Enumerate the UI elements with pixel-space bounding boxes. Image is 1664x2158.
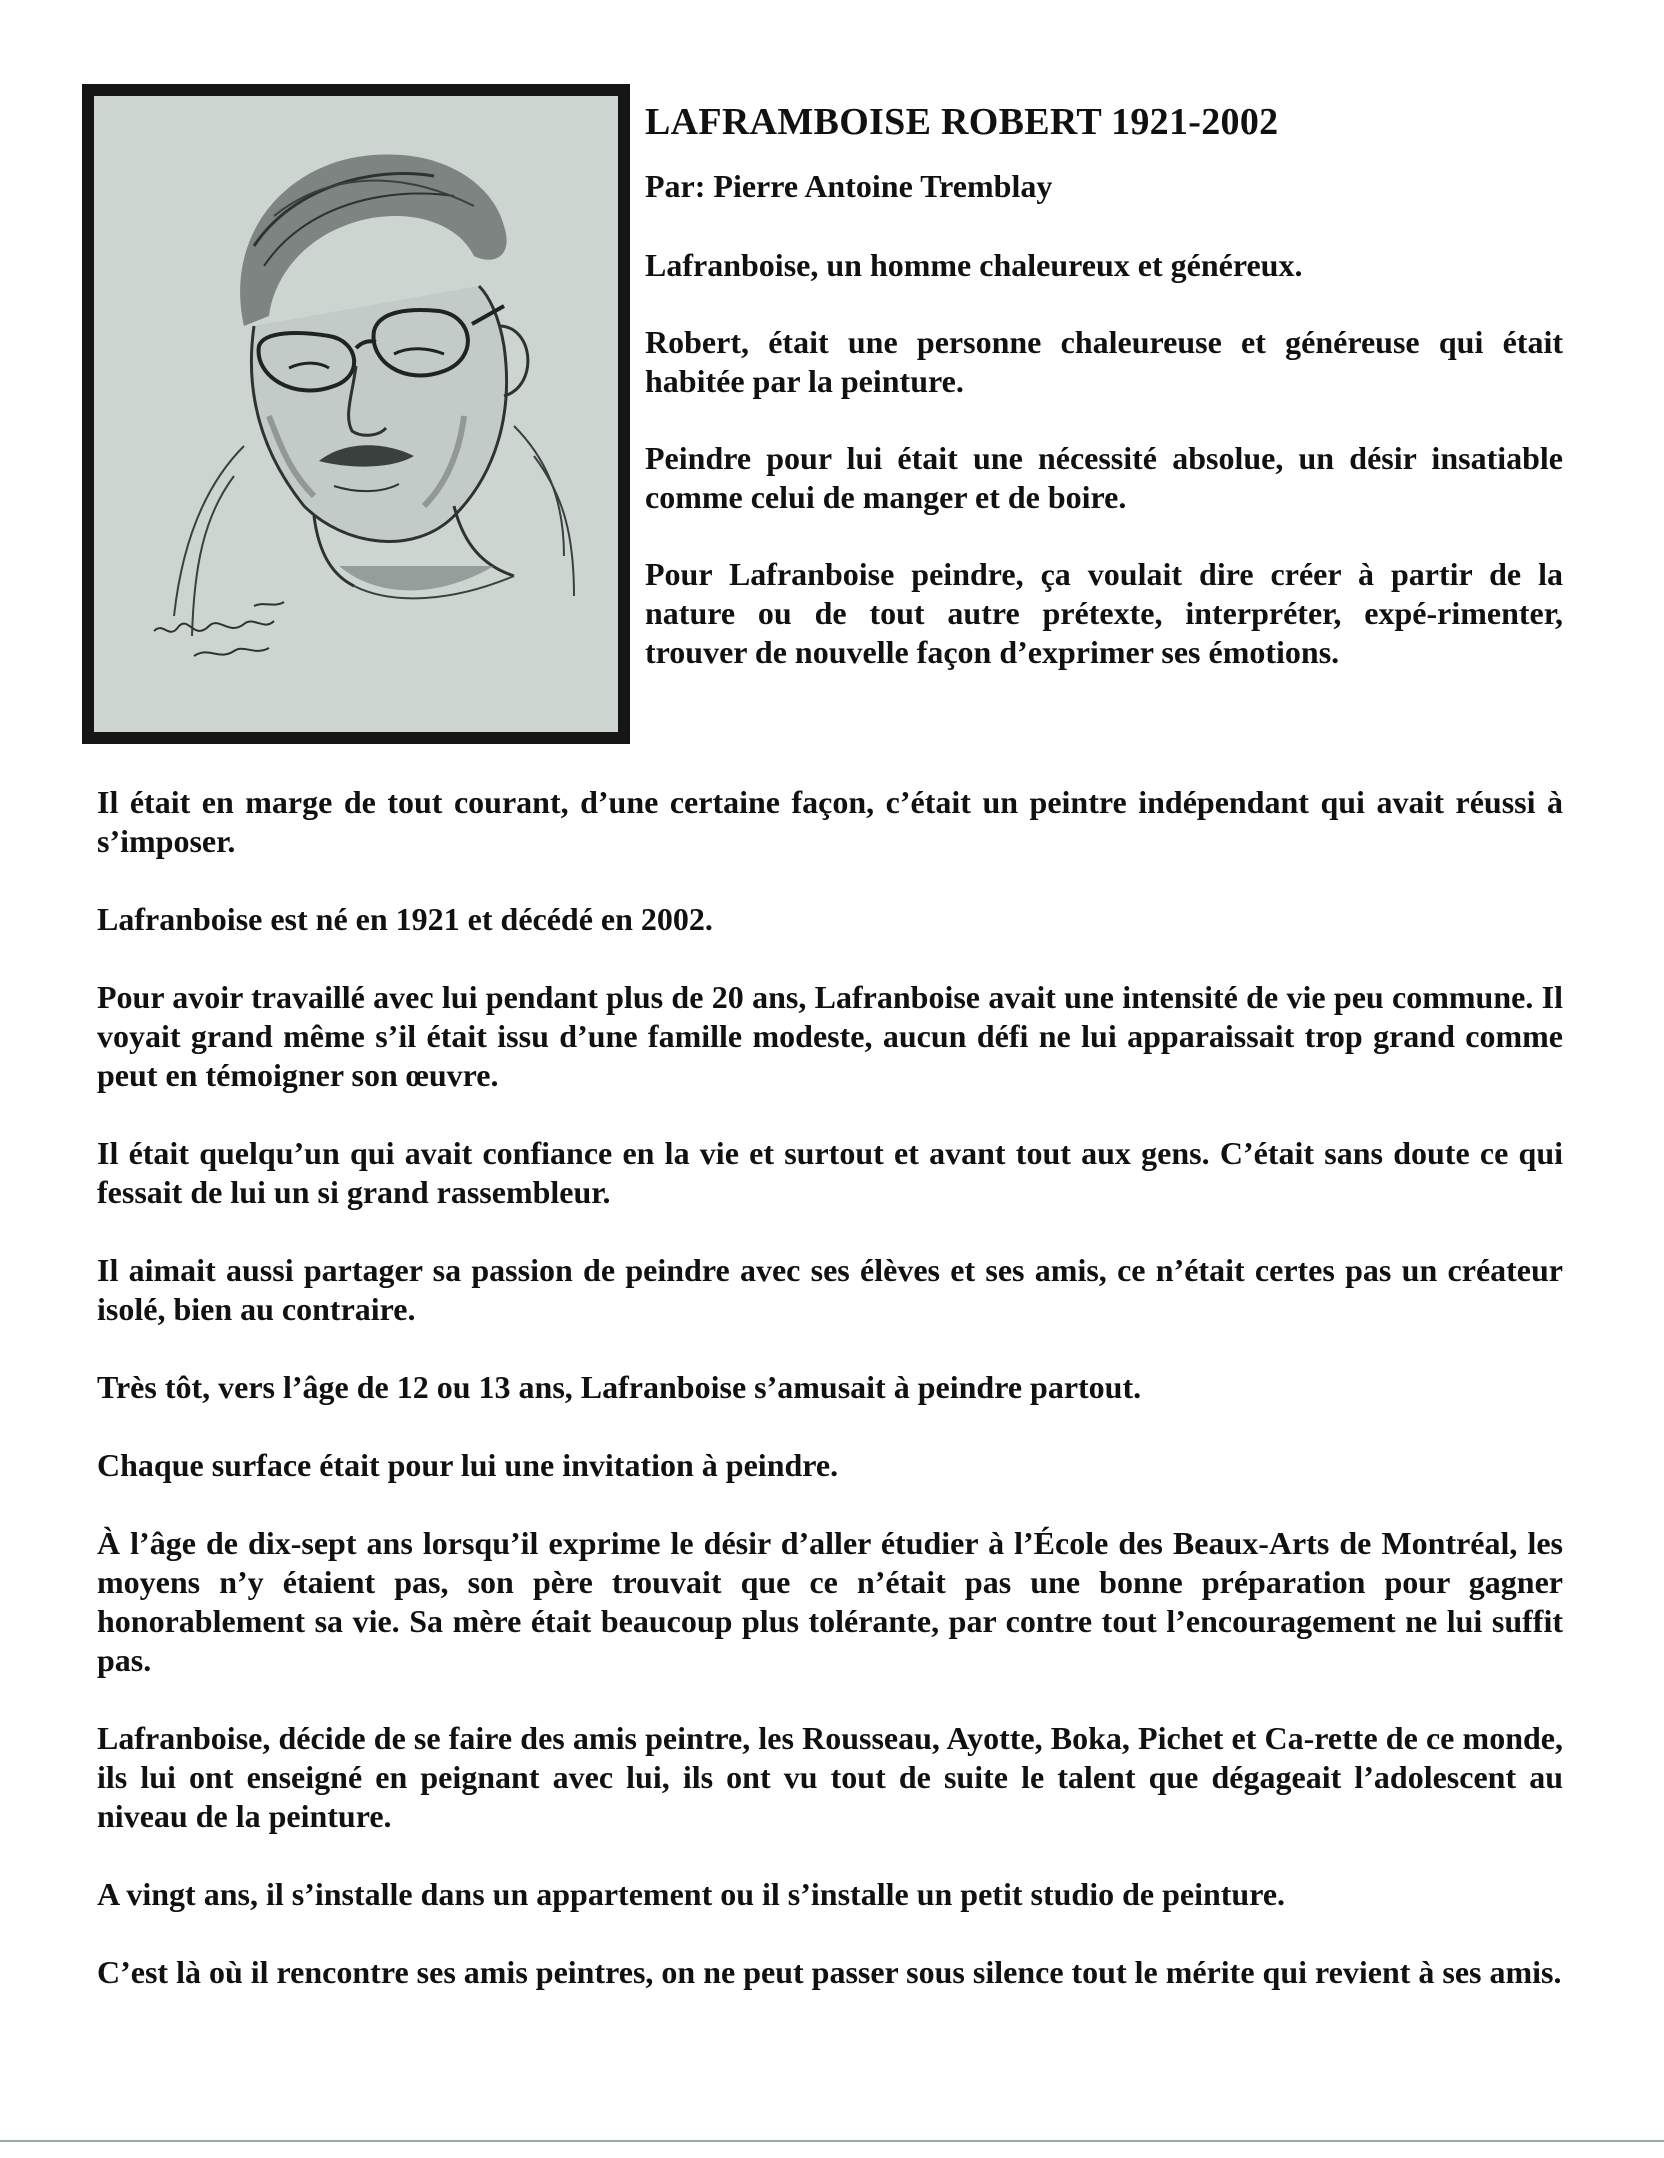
page-bottom-rule [0, 2140, 1664, 2142]
body-paragraph: Il était en marge de tout courant, d’une certaine façon, c’était un peintre indépendant qui avait réussi à s’imposer. [97, 784, 1563, 859]
header-column [645, 100, 1563, 710]
body-paragraph: A vingt ans, il s’installe dans un appartement ou il s’installe un petit studio de peinture. [97, 1876, 1286, 1912]
body-paragraph: Lafranboise est né en 1921 et décédé en 2002. [97, 901, 713, 937]
body-paragraph: C’est là où il rencontre ses amis peintres, on ne peut passer sous silence tout le mérite qui revient à ses amis. [97, 1954, 1562, 1990]
pencil-portrait-sketch-icon [94, 96, 618, 732]
article-body [97, 783, 1563, 2031]
body-paragraph: Lafranboise, décide de se faire des amis peintre, les Rousseau, Ayotte, Boka, Pichet et Ca-rette de ce monde, ils lui ont enseigné en peignant avec lui, ils ont vu tout de suite le talent que dégageait l’adolescent au niveau de la peinture. [97, 1720, 1563, 1834]
body-paragraph: À l’âge de dix-sept ans lorsqu’il exprime le désir d’aller étudier à l’École des Beaux-Arts de Montréal, les moyens n’y étaient pas, son père trouvait que ce n’était pas une bonne préparation pour gagner honorablement sa vie. Sa mère était beaucoup plus tolérante, par contre tout l’encouragement ne lui suffit pas. [97, 1525, 1563, 1678]
intro-paragraph: Pour Lafranboise peindre, ça voulait dire créer à partir de la nature ou de tout autre prétexte, interpréter, expé-rimenter, trouver de nouvelle façon d’exprimer ses émotions. [645, 556, 1563, 670]
body-paragraph: Très tôt, vers l’âge de 12 ou 13 ans, Lafranboise s’amusait à peindre partout. [97, 1369, 1142, 1405]
body-paragraph: Il était quelqu’un qui avait confiance en la vie et surtout et avant tout aux gens. C’était sans doute ce qui fessait de lui un si grand rassembleur. [97, 1135, 1563, 1210]
article-byline: Par: Pierre Antoine Tremblay [645, 168, 1053, 204]
body-paragraph: Il aimait aussi partager sa passion de peindre avec ses élèves et ses amis, ce n’était certes pas un créateur isolé, bien au contraire. [97, 1252, 1563, 1327]
body-paragraph: Pour avoir travaillé avec lui pendant plus de 20 ans, Lafranboise avait une intensité de vie peu commune. Il voyait grand même s’il était issu d’une famille modeste, aucun défi ne lui apparaissait trop grand comme peut en témoigner son œuvre. [97, 979, 1563, 1093]
intro-paragraph: Robert, était une personne chaleureuse et généreuse qui était habitée par la peinture. [645, 324, 1563, 399]
body-paragraph: Chaque surface était pour lui une invitation à peindre. [97, 1447, 839, 1483]
article-title: LAFRAMBOISE ROBERT 1921-2002 [645, 101, 1279, 143]
portrait-image [82, 84, 630, 744]
intro-paragraph: Peindre pour lui était une nécessité absolue, un désir insatiable comme celui de manger et de boire. [645, 440, 1563, 515]
intro-paragraph: Lafranboise, un homme chaleureux et généreux. [645, 247, 1303, 283]
